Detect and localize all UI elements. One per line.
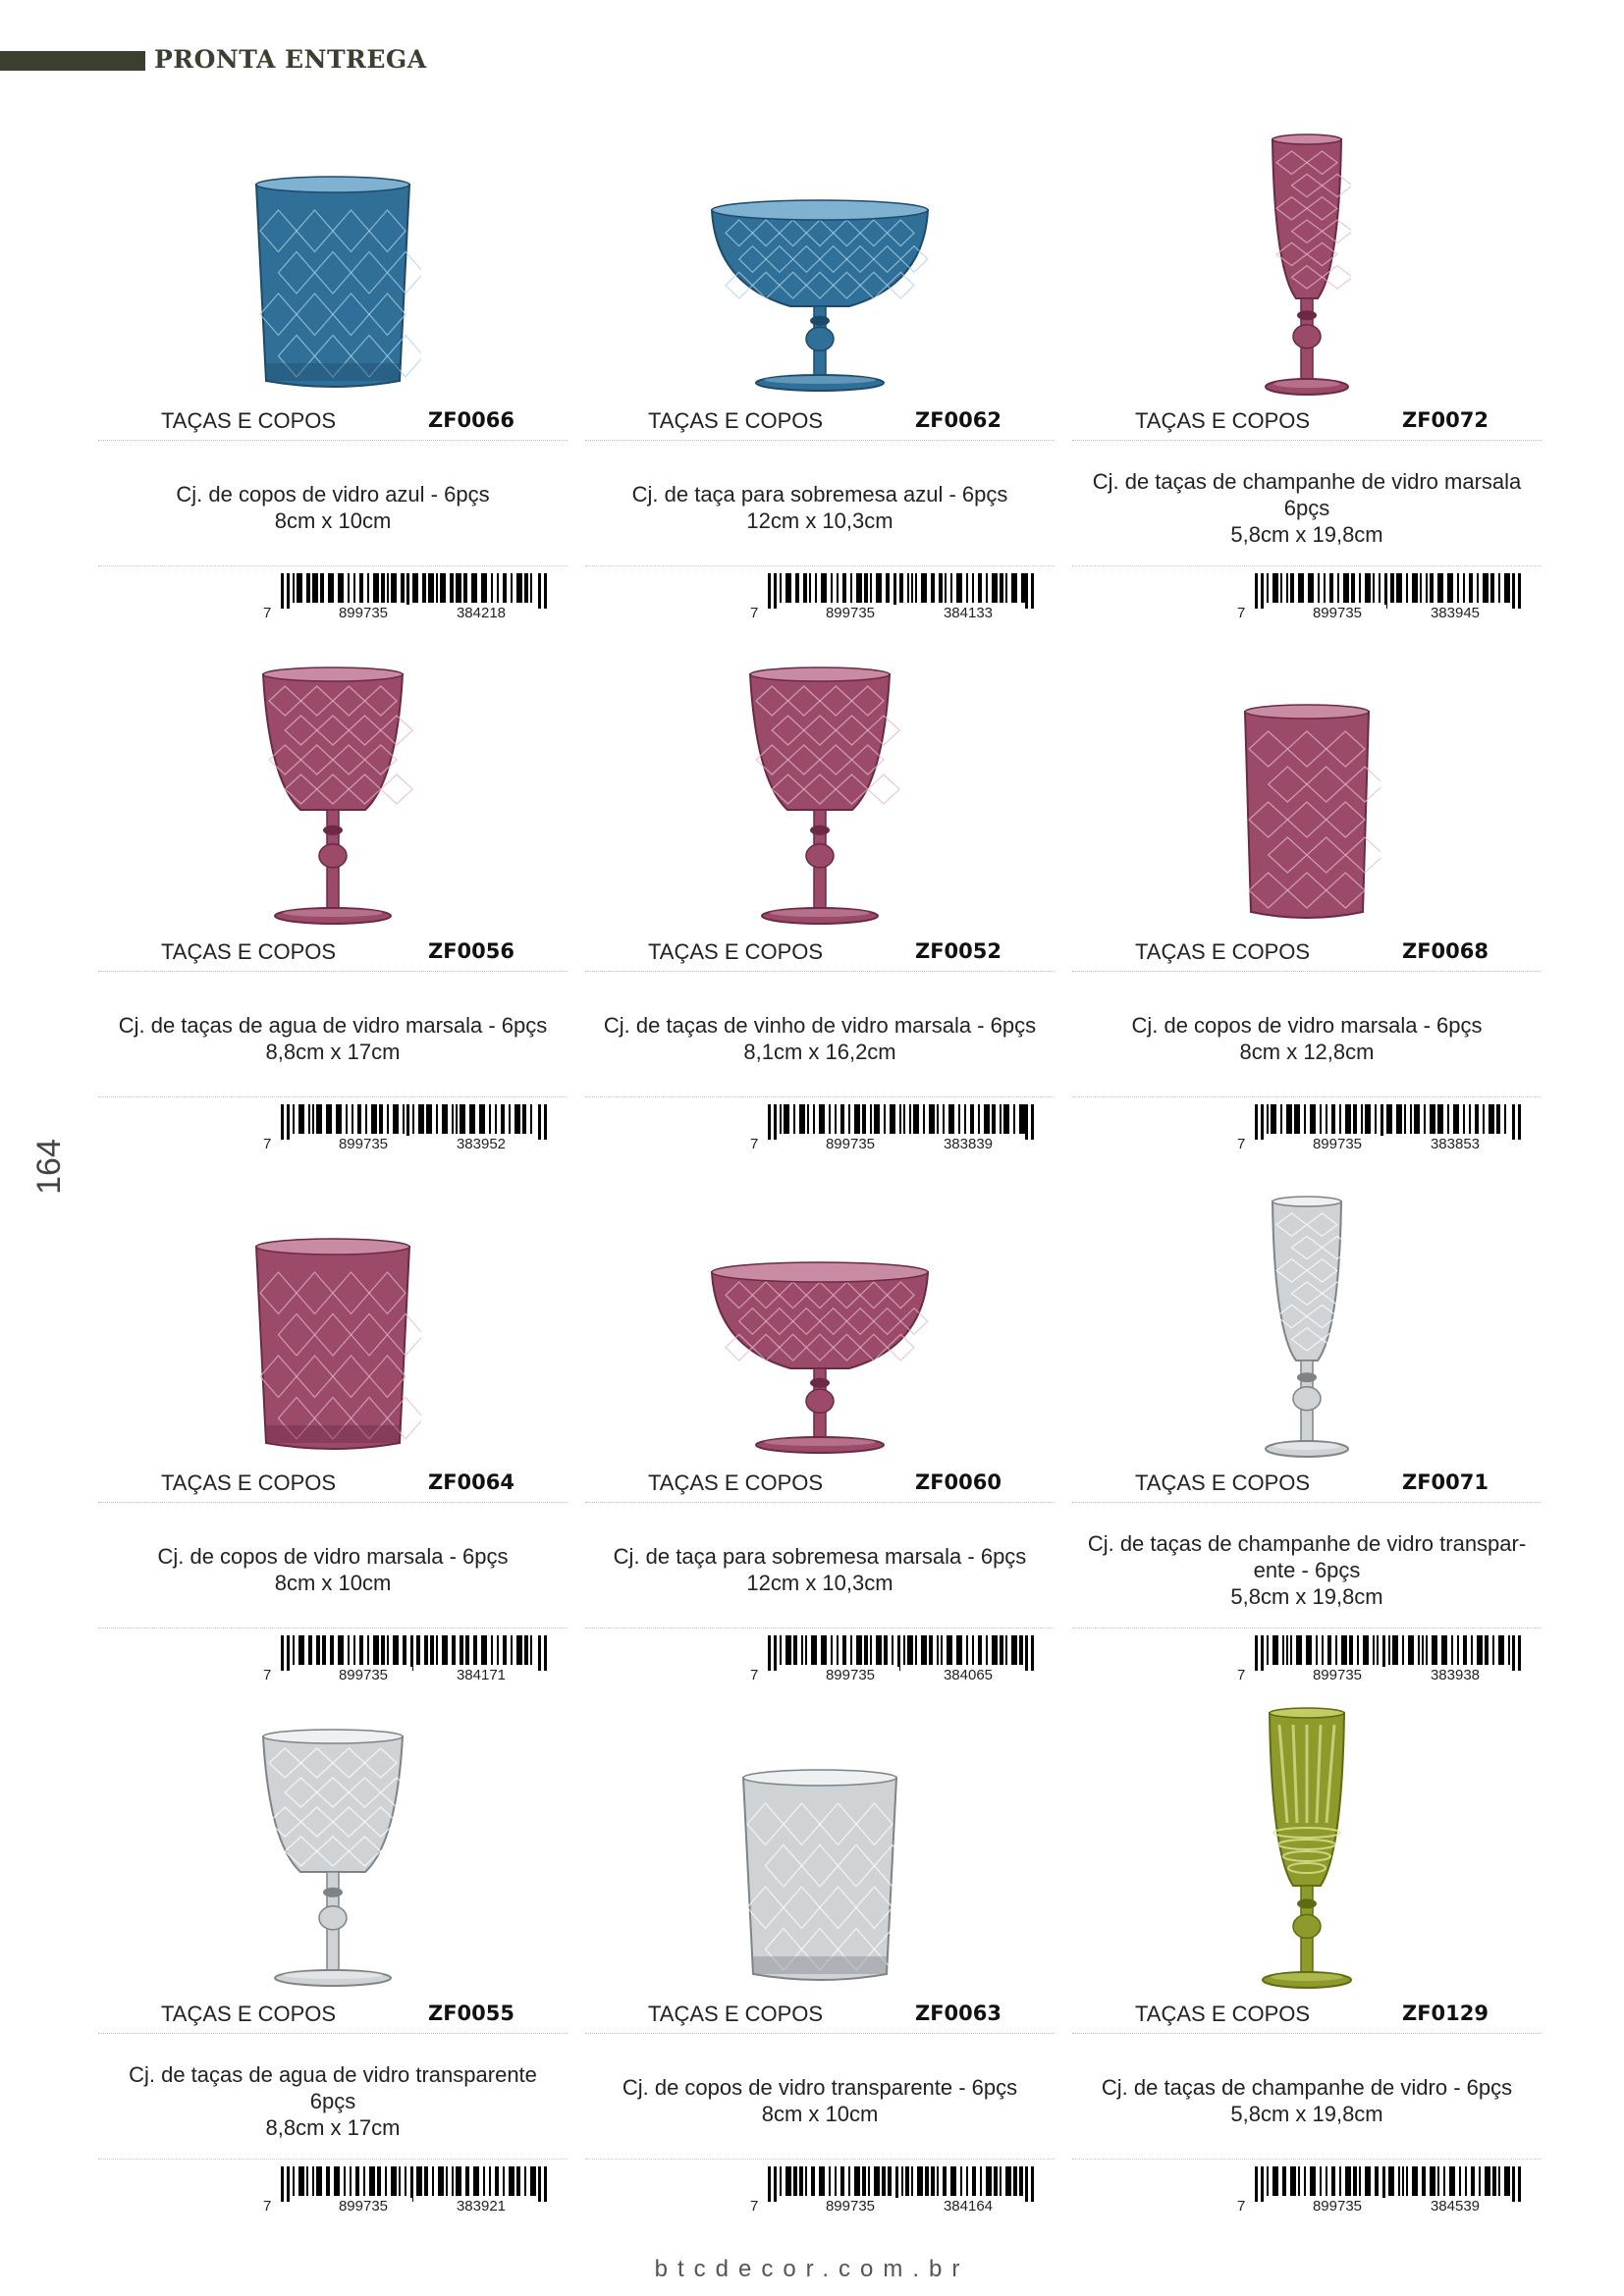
product-image (1072, 1709, 1542, 1990)
product-image (98, 1178, 568, 1459)
barcode-prefix-digit: 7 (750, 1667, 759, 1683)
product-description-line: Cj. de taças de agua de vidro marsala - 6pçs (118, 1013, 548, 1038)
product-category: TAÇAS E COPOS (648, 939, 824, 964)
product-card (1072, 1709, 1542, 2240)
product-category: TAÇAS E COPOS (648, 408, 824, 433)
barcode-right-digits: 384171 (432, 1667, 530, 1683)
product-description (98, 1512, 568, 1629)
barcode-right-digits: 383853 (1406, 1136, 1504, 1152)
barcode-prefix-digit: 7 (263, 1667, 272, 1683)
product-description-line: Cj. de copos de vidro marsala - 6pçs (157, 1544, 509, 1569)
glass-illustration (249, 1725, 416, 1990)
product-barcode (750, 1635, 1035, 1682)
product-description-line: 8,8cm x 17cm (265, 1040, 401, 1064)
barcode-left-digits: 899735 (801, 605, 899, 621)
product-card (585, 116, 1055, 647)
footer-website: btcdecor.com.br (654, 2256, 970, 2282)
barcode-right-digits: 383945 (1406, 605, 1504, 621)
product-image (585, 116, 1055, 397)
barcode-prefix-digit: 7 (1237, 2198, 1246, 2215)
barcode-left-digits: 899735 (314, 605, 412, 621)
product-description (98, 981, 568, 1097)
product-barcode (750, 2166, 1035, 2214)
product-card (585, 1709, 1055, 2240)
barcode-prefix-digit: 7 (263, 605, 272, 621)
glass-illustration (736, 663, 903, 928)
product-description (1072, 2043, 1542, 2160)
product-image (585, 647, 1055, 928)
barcode-bars (768, 573, 1035, 609)
glass-illustration (731, 1764, 908, 1990)
barcode-left-digits: 899735 (314, 1136, 412, 1152)
product-description-line: 12cm x 10,3cm (746, 508, 893, 533)
product-description-line: 8cm x 12,8cm (1239, 1040, 1375, 1064)
product-category: TAÇAS E COPOS (1135, 2002, 1311, 2026)
product-barcode (1237, 2166, 1522, 2214)
product-barcode (263, 573, 548, 620)
barcode-left-digits: 899735 (801, 1667, 899, 1683)
product-code: ZF0071 (1401, 1470, 1489, 1494)
product-barcode (1237, 573, 1522, 620)
glass-illustration (244, 1233, 421, 1459)
product-image (585, 1709, 1055, 1990)
page-number (22, 1137, 77, 1196)
product-image (585, 1178, 1055, 1459)
product-code: ZF0052 (914, 939, 1001, 963)
product-code: ZF0055 (427, 2002, 514, 2025)
barcode-bars (768, 1635, 1035, 1671)
product-header-row (1072, 1468, 1542, 1503)
barcode-right-digits: 383839 (919, 1136, 1017, 1152)
barcode-right-digits: 384065 (919, 1667, 1017, 1683)
product-description (1072, 1512, 1542, 1629)
product-code: ZF0060 (914, 1470, 1001, 1494)
product-description-line: 5,8cm x 19,8cm (1230, 2102, 1383, 2126)
product-description-line: 8cm x 10cm (274, 508, 392, 533)
barcode-bars (1255, 573, 1522, 609)
barcode-prefix-digit: 7 (263, 2198, 272, 2215)
barcode-prefix-digit: 7 (263, 1136, 272, 1152)
barcode-left-digits: 899735 (801, 2198, 899, 2215)
product-category: TAÇAS E COPOS (648, 1470, 824, 1495)
glass-illustration (249, 663, 416, 928)
glass-illustration (702, 190, 938, 397)
product-header-row (1072, 406, 1542, 441)
glass-illustration (702, 1253, 938, 1459)
barcode-left-digits: 899735 (314, 1667, 412, 1683)
product-header-row (585, 2000, 1055, 2034)
product-category: TAÇAS E COPOS (648, 2002, 824, 2026)
product-description-line: 5,8cm x 19,8cm (1230, 521, 1383, 547)
product-code: ZF0064 (427, 1470, 514, 1494)
product-barcode (263, 1104, 548, 1151)
product-description-line: Cj. de taça para sobremesa azul - 6pçs (631, 482, 1008, 507)
product-barcode (1237, 1635, 1522, 1682)
barcode-prefix-digit: 7 (1237, 605, 1246, 621)
product-description-line: Cj. de taça para sobremesa marsala - 6pçs (613, 1544, 1027, 1569)
product-description-line: Cj. de taças de champanhe de vidro - 6pçs (1101, 2075, 1513, 2100)
product-description (585, 2043, 1055, 2160)
product-description-line: 12cm x 10,3cm (746, 1571, 893, 1595)
product-description-line: 8cm x 10cm (274, 1571, 392, 1595)
product-description-line: Cj. de copos de vidro azul - 6pçs (176, 482, 490, 507)
barcode-bars (281, 1635, 548, 1671)
product-barcode (750, 1104, 1035, 1151)
barcode-right-digits: 384539 (1406, 2198, 1504, 2215)
barcode-prefix-digit: 7 (750, 605, 759, 621)
barcode-bars (768, 1104, 1035, 1140)
product-card (98, 647, 568, 1178)
glass-illustration (1258, 1705, 1356, 1990)
product-description (585, 1512, 1055, 1629)
product-category: TAÇAS E COPOS (161, 1470, 337, 1495)
product-image (1072, 647, 1542, 928)
product-description-line: Cj. de taças de champanhe de vidro transpar- (1087, 1530, 1527, 1556)
product-description-line: Cj. de taças de champanhe de vidro marsala (1092, 468, 1522, 494)
product-image (1072, 1178, 1542, 1459)
barcode-bars (1255, 2166, 1522, 2202)
barcode-right-digits: 384164 (919, 2198, 1017, 2215)
barcode-right-digits: 383938 (1406, 1667, 1504, 1683)
barcode-left-digits: 899735 (1288, 1136, 1386, 1152)
product-image (98, 116, 568, 397)
product-header-row (98, 937, 568, 972)
product-card (98, 1178, 568, 1709)
barcode-right-digits: 383921 (432, 2198, 530, 2215)
product-image (98, 647, 568, 928)
glass-illustration (1263, 1194, 1351, 1459)
barcode-left-digits: 899735 (1288, 2198, 1386, 2215)
product-header-row (98, 406, 568, 441)
product-header-row (98, 1468, 568, 1503)
barcode-right-digits: 384133 (919, 605, 1017, 621)
product-image (1072, 116, 1542, 397)
product-barcode (263, 2166, 548, 2214)
product-description-line: ente - 6pçs (1253, 1557, 1361, 1582)
product-image (98, 1709, 568, 1990)
product-description-line: 8,1cm x 16,2cm (743, 1040, 896, 1064)
barcode-right-digits: 383952 (432, 1136, 530, 1152)
product-category: TAÇAS E COPOS (1135, 939, 1311, 964)
product-description (98, 450, 568, 566)
product-header-row (98, 2000, 568, 2034)
barcode-prefix-digit: 7 (750, 2198, 759, 2215)
product-category: TAÇAS E COPOS (1135, 1470, 1311, 1495)
product-card (1072, 116, 1542, 647)
product-code: ZF0056 (427, 939, 514, 963)
product-card (585, 1178, 1055, 1709)
product-header-row (585, 1468, 1055, 1503)
product-card (98, 116, 568, 647)
product-header-row (585, 937, 1055, 972)
product-category: TAÇAS E COPOS (1135, 408, 1311, 433)
product-description (1072, 450, 1542, 566)
product-card (1072, 1178, 1542, 1709)
product-description-line: 6pçs (309, 2088, 356, 2113)
product-description (585, 450, 1055, 566)
product-code: ZF0072 (1401, 408, 1489, 432)
product-description-line: Cj. de copos de vidro transparente - 6pçs (622, 2075, 1018, 2100)
product-description (1072, 981, 1542, 1097)
product-description-line: 6pçs (1283, 495, 1330, 520)
product-code: ZF0063 (914, 2002, 1001, 2025)
barcode-bars (281, 2166, 548, 2202)
barcode-prefix-digit: 7 (1237, 1667, 1246, 1683)
product-card (1072, 647, 1542, 1178)
product-description-line: 8,8cm x 17cm (265, 2114, 401, 2140)
barcode-bars (281, 1104, 548, 1140)
section-title: PRONTA ENTREGA (154, 45, 427, 74)
barcode-bars (1255, 1104, 1522, 1140)
barcode-right-digits: 384218 (432, 605, 530, 621)
product-code: ZF0066 (427, 408, 514, 432)
product-code: ZF0062 (914, 408, 1001, 432)
glass-illustration (244, 171, 421, 397)
product-card (98, 1709, 568, 2240)
product-barcode (1237, 1104, 1522, 1151)
product-category: TAÇAS E COPOS (161, 2002, 337, 2026)
header-accent-bar (0, 51, 145, 71)
product-category: TAÇAS E COPOS (161, 408, 337, 433)
barcode-left-digits: 899735 (1288, 1667, 1386, 1683)
barcode-prefix-digit: 7 (750, 1136, 759, 1152)
glass-illustration (1233, 702, 1380, 928)
barcode-left-digits: 899735 (1288, 605, 1386, 621)
glass-illustration (1263, 132, 1351, 397)
product-code: ZF0068 (1401, 939, 1489, 963)
product-description (98, 2043, 568, 2160)
product-description-line: Cj. de copos de vidro marsala - 6pçs (1131, 1013, 1483, 1038)
page-number-label: 164 (29, 1138, 68, 1195)
barcode-prefix-digit: 7 (1237, 1136, 1246, 1152)
product-description (585, 981, 1055, 1097)
product-category: TAÇAS E COPOS (161, 939, 337, 964)
product-description-line: 5,8cm x 19,8cm (1230, 1583, 1383, 1609)
barcode-bars (1255, 1635, 1522, 1671)
barcode-left-digits: 899735 (314, 2198, 412, 2215)
product-grid (98, 116, 1542, 2216)
product-header-row (585, 406, 1055, 441)
product-header-row (1072, 2000, 1542, 2034)
product-barcode (263, 1635, 548, 1682)
barcode-bars (281, 573, 548, 609)
product-barcode (750, 573, 1035, 620)
barcode-left-digits: 899735 (801, 1136, 899, 1152)
product-header-row (1072, 937, 1542, 972)
product-description-line: Cj. de taças de agua de vidro transparente (129, 2061, 537, 2087)
product-card (585, 647, 1055, 1178)
product-code: ZF0129 (1401, 2002, 1489, 2025)
barcode-bars (768, 2166, 1035, 2202)
product-description-line: Cj. de taças de vinho de vidro marsala - 6pçs (603, 1013, 1037, 1038)
product-description-line: 8cm x 10cm (761, 2102, 879, 2126)
